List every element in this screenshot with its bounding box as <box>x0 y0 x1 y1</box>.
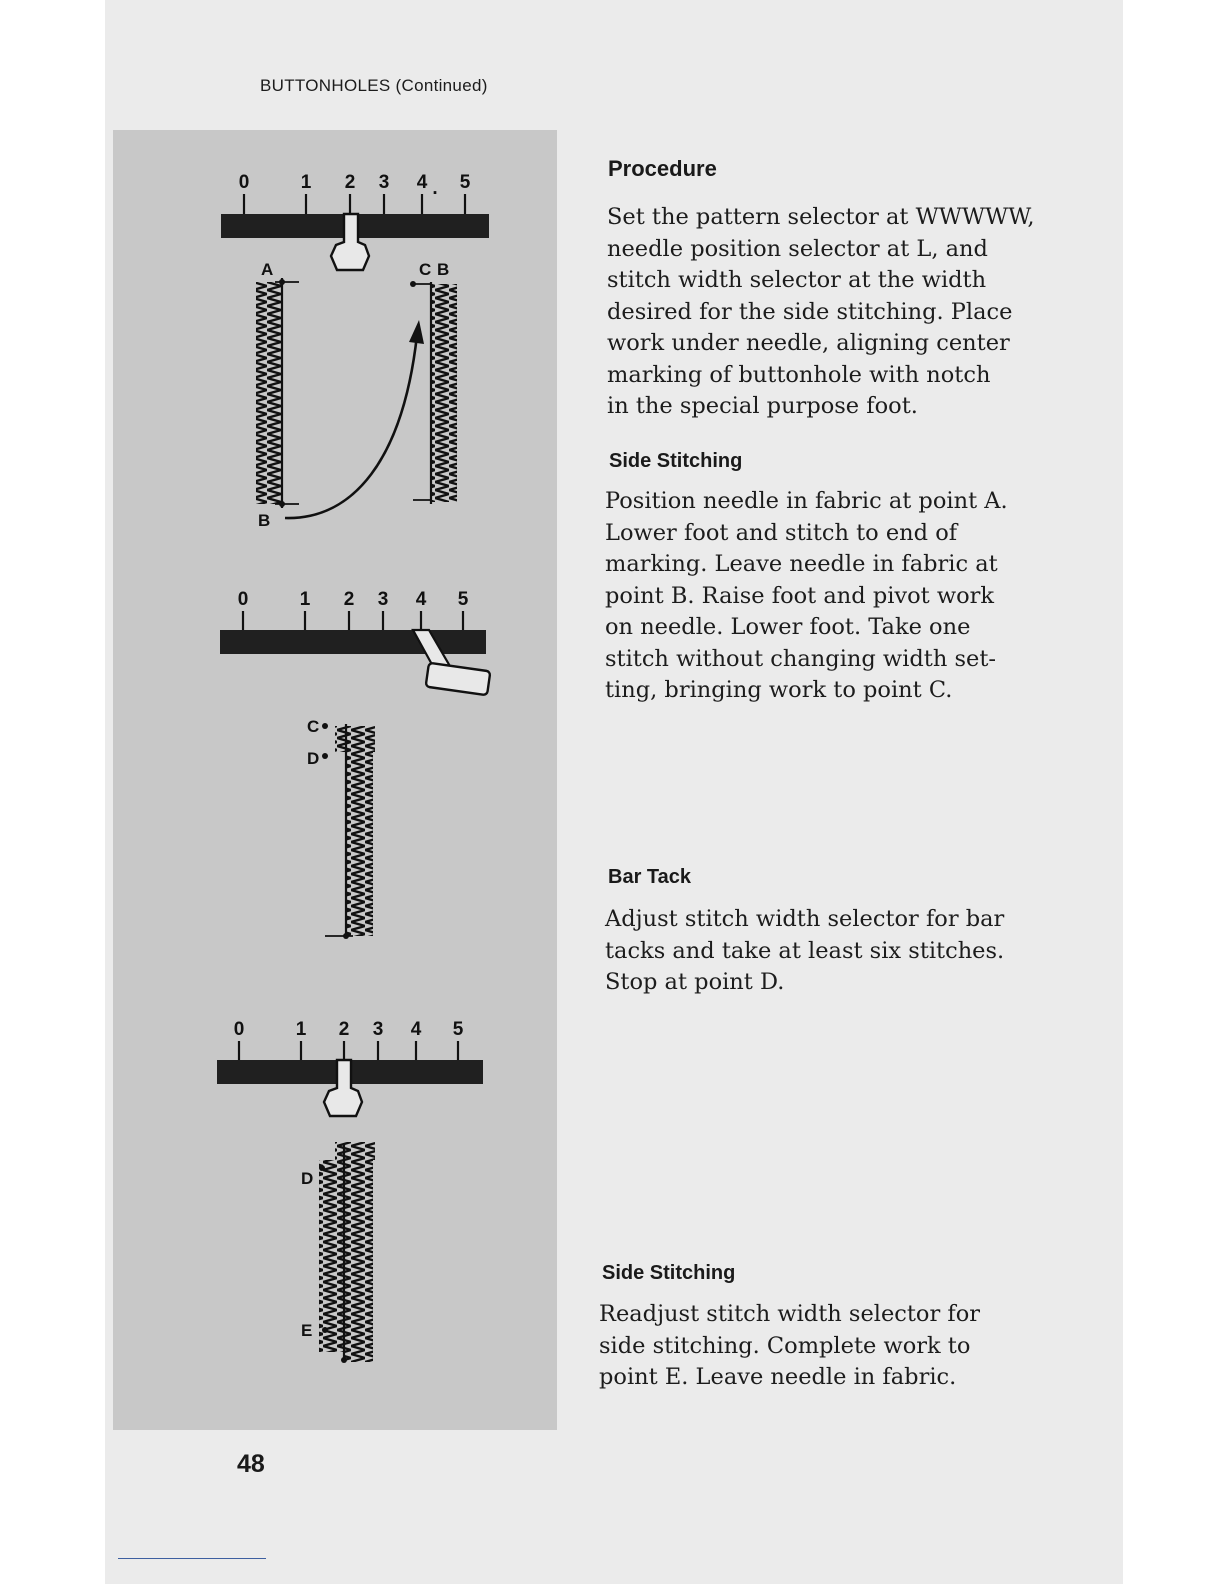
buttonhole-illustrations <box>113 130 557 1430</box>
side-stitching-column <box>345 752 373 936</box>
text-line: desired for the side stitching. Place <box>607 298 1013 325</box>
scale-label: 5 <box>457 589 469 610</box>
text-line: Stop at point D. <box>605 969 785 995</box>
width-scale-3 <box>217 1019 483 1116</box>
scale-label: 4 <box>415 589 427 610</box>
scale-label: 3 <box>372 1019 384 1040</box>
scale-label: 2 <box>343 589 355 610</box>
text-line: point B. Raise foot and pivot work <box>605 582 995 609</box>
procedure-text <box>607 202 1042 423</box>
bar-tack-text <box>605 904 1042 999</box>
text-line: Readjust stitch width selector for <box>599 1301 980 1327</box>
text-line: side stitching. Complete work to <box>599 1332 971 1359</box>
left-side-stitching <box>319 1160 345 1352</box>
point-label-e: E <box>301 1321 313 1340</box>
width-scale-1 <box>221 172 489 270</box>
diagram-3 <box>217 1019 483 1363</box>
text-line: stitch without changing width set- <box>605 645 996 672</box>
point-label-a: A <box>261 260 274 279</box>
text-line: in the special purpose foot. <box>607 393 918 419</box>
scale-label: 0 <box>233 1019 245 1040</box>
scale-label: 5 <box>452 1019 464 1040</box>
scale-label: 1 <box>295 1019 307 1040</box>
text-line: Lower foot and stitch to end of <box>605 519 958 546</box>
side-stitching-2-text <box>599 1299 1034 1394</box>
text-line: tacks and take at least six stitches. <box>605 937 1005 964</box>
scale-label: 4 <box>410 1019 422 1040</box>
text-line: point E. Leave needle in fabric. <box>599 1364 957 1390</box>
right-side-stitching <box>431 284 457 502</box>
point-label-b: B <box>258 511 271 530</box>
text-line: Position needle in fabric at point A. <box>605 488 1008 514</box>
scale-label: 3 <box>378 172 390 193</box>
scale-label: 2 <box>344 172 356 193</box>
diagram-2 <box>220 589 490 939</box>
illustration-panel <box>113 130 557 1430</box>
side-stitching-text <box>605 486 1042 707</box>
section-heading-side-stitching-2: Side Stitching <box>602 1262 736 1284</box>
scale-dot: . <box>432 178 438 199</box>
section-heading-side-stitching: Side Stitching <box>609 450 743 472</box>
scale-label: 0 <box>238 172 250 193</box>
text-line: ting, bringing work to point C. <box>605 677 953 703</box>
diagram-1 <box>221 172 489 530</box>
text-line: stitch width selector at the width <box>607 267 987 293</box>
text-line: marking. Leave needle in fabric at <box>605 551 998 577</box>
text-line: needle position selector at L, and <box>607 235 988 262</box>
footer-rule <box>118 1558 266 1559</box>
right-side-stitching <box>345 1160 373 1362</box>
scale-label: 2 <box>338 1019 350 1040</box>
scale-label: 0 <box>237 589 249 610</box>
scale-label: 3 <box>377 589 389 610</box>
page-number: 48 <box>237 1450 265 1478</box>
left-side-stitching <box>256 282 282 504</box>
bar-tack <box>335 1142 375 1160</box>
text-line: Set the pattern selector at WWWWW, <box>607 204 1035 230</box>
pivot-arrow <box>285 335 417 518</box>
scale-label: 1 <box>299 589 311 610</box>
section-heading-bar-tack: Bar Tack <box>608 866 692 888</box>
bar-tack <box>335 726 375 752</box>
point-label-d: D <box>307 749 320 768</box>
scale-label: 5 <box>459 172 471 193</box>
width-scale-2 <box>220 589 490 695</box>
text-line: Adjust stitch width selector for bar <box>605 906 1005 932</box>
point-label-c: C <box>307 717 320 736</box>
section-heading-procedure: Procedure <box>608 156 717 181</box>
point-label-d: D <box>301 1169 314 1188</box>
running-head: BUTTONHOLES (Continued) <box>260 76 488 95</box>
text-line: marking of buttonhole with notch <box>607 361 991 388</box>
point-label-b: B <box>437 260 450 279</box>
scale-label: 1 <box>300 172 312 193</box>
point-label-c: C <box>419 260 432 279</box>
text-line: on needle. Lower foot. Take one <box>605 614 971 640</box>
text-line: work under needle, aligning center <box>607 330 1010 356</box>
scale-label: 4 <box>416 172 428 193</box>
